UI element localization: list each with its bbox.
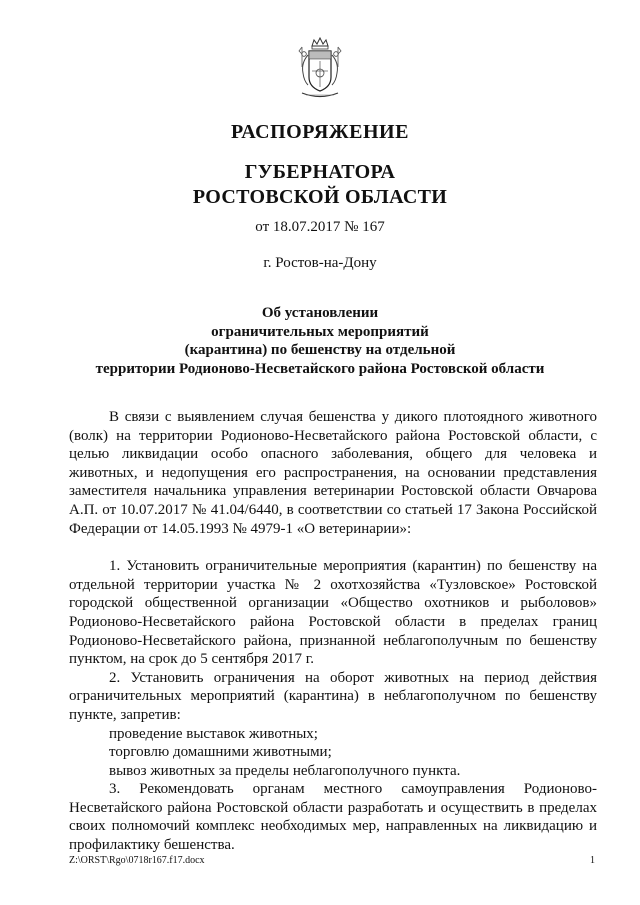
rostov-oblast-coat-of-arms-icon (298, 37, 342, 101)
item-2-paragraph: 2. Установить ограничения на оборот животных на период действия ограничительных мероприятий (карантина) в неблагополучном по бешенству пункте, запретив: (69, 669, 597, 723)
item-1-paragraph: 1. Установить ограничительные мероприятия (карантин) по бешенству на отдельной территории участка № 2 охотхозяйства «Тузловское» Ростовской городской общественной организации «Общество охотников и рыболовов» Родионово-Несветайского района Ростовской области в пределах границ Родионово-Несветайского района, признанной неблагополучным по бешенству пунктом, на срок до 5 сентября 2017 г. (69, 558, 597, 668)
item-3-paragraph: 3. Рекомендовать органам местного самоуправления Родионово-Несветайского района Ростовской области разработать и осуществить в пределах своих полномочий комплекс необходимых мер, направленных на ликвидацию и профилактику бешенства. (69, 781, 597, 854)
subject-line-2: ограничительных мероприятий (211, 323, 429, 340)
item-2-list-item: вывоз животных за пределы неблагополучного пункта. (109, 762, 461, 779)
subject-line-4: территории Родионово-Несветайского района Ростовской области (95, 360, 545, 377)
item-2-list-item: торговлю домашними животными; (109, 744, 332, 761)
document-date-number: от 18.07.2017 № 167 (255, 219, 385, 235)
item-2-list-item: проведение выставок животных; (109, 725, 318, 742)
document-subject (60, 304, 580, 378)
document-city: г. Ростов-на-Дону (263, 255, 377, 271)
preamble-paragraph: В связи с выявлением случая бешенства у дикого плотоядного животного (волк) на территории Родионово-Несветайского района Ростовской области, с целью ликвидации особо опасного заболевания, общего для человека и животных, и недопущения его распространения, на основании представления заместителя начальника управления ветеринарии Ростовской области Овчарова А.П. от 10.07.2017 № 41.04/6440, в соответствии со статьей 17 Закона Российской Федерации от 14.05.1993 № 4979-1 «О ветеринарии»: (69, 409, 597, 537)
issuer-line-2: РОСТОВСКОЙ ОБЛАСТИ (192, 186, 448, 208)
document-type-title: РАСПОРЯЖЕНИЕ (231, 121, 409, 143)
subject-line-3: (карантина) по бешенству на отдельной (184, 342, 456, 358)
document-body (69, 408, 597, 855)
footer-file-path: Z:\ORST\Rgo\0718r167.f17.docx (69, 855, 205, 866)
subject-line-1: Об установлении (261, 305, 379, 321)
issuer-title (0, 160, 640, 210)
footer-page-number: 1 (590, 855, 595, 866)
issuer-line-1: ГУБЕРНАТОРА (244, 161, 396, 183)
